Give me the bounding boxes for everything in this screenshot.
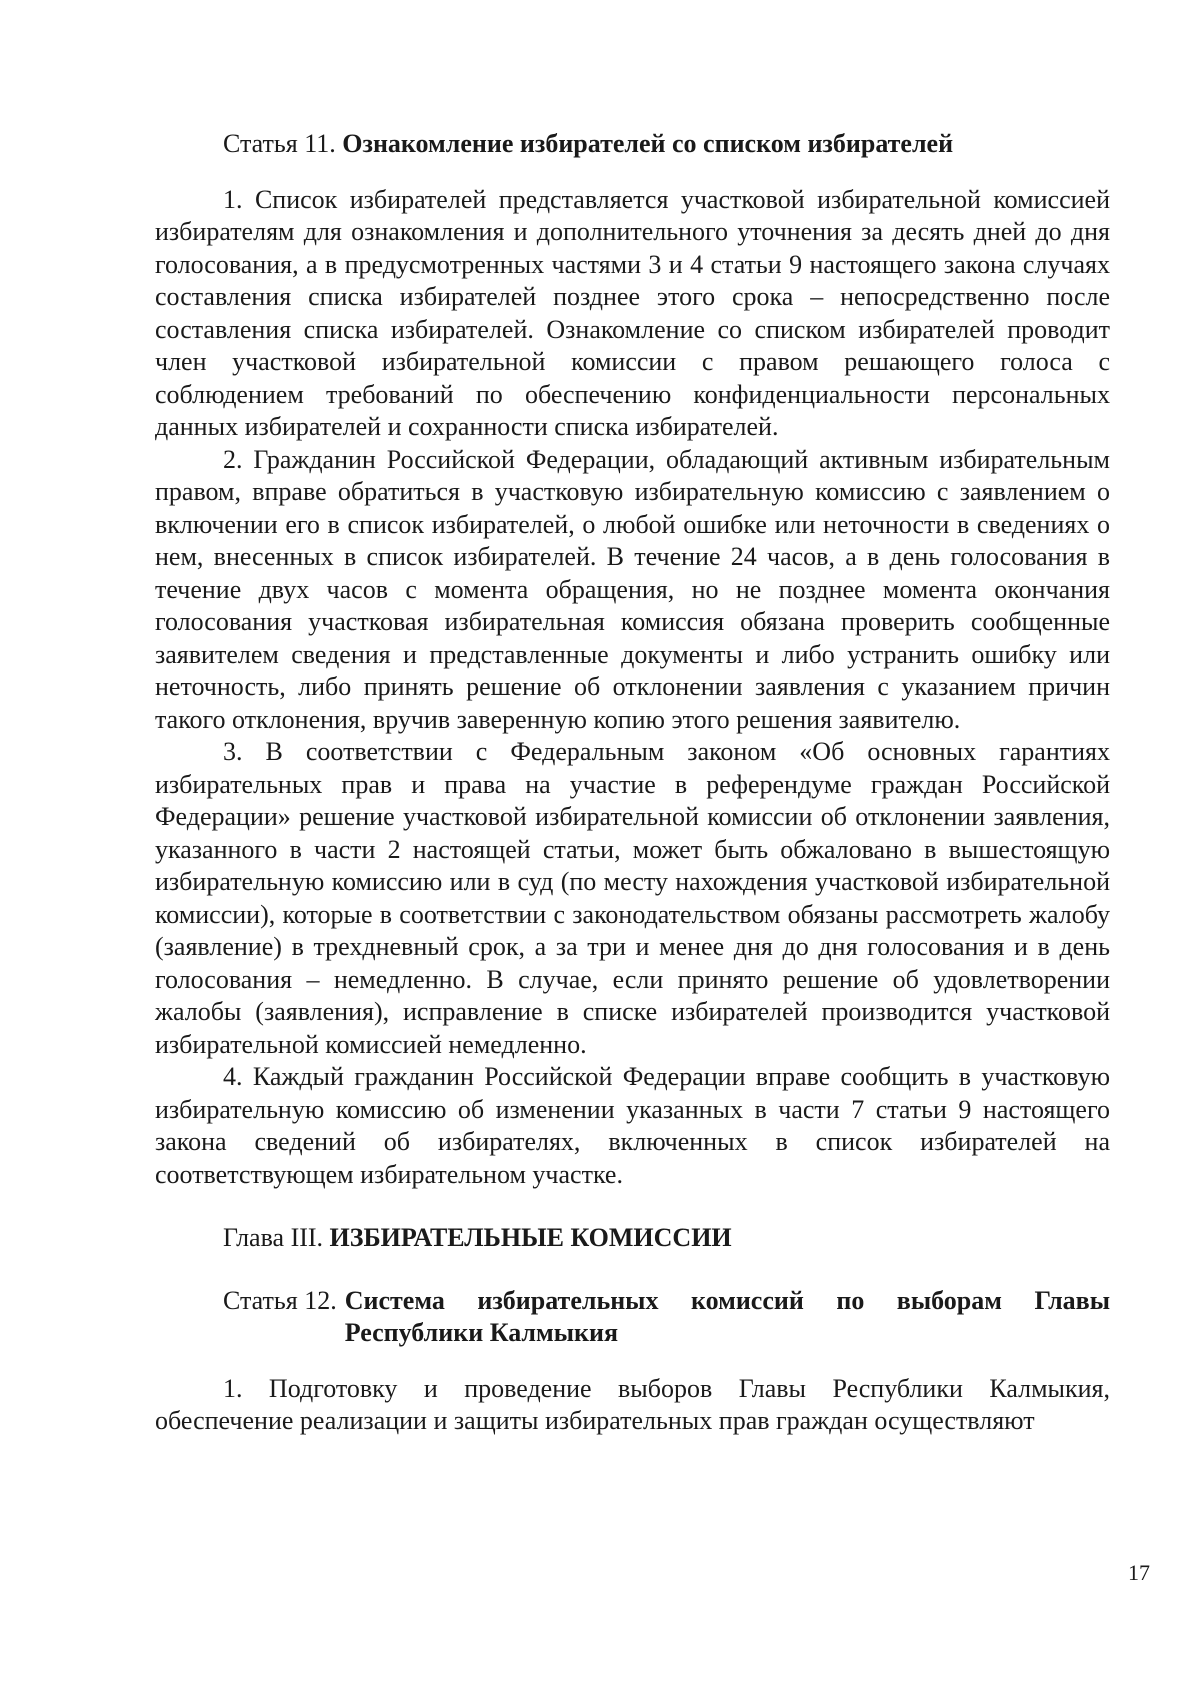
chapter-3-heading	[155, 1222, 1110, 1255]
article-11-heading	[155, 128, 1110, 161]
article-11-title: Ознакомление избирателей со списком избирателей	[342, 129, 954, 158]
article-12-paragraph-1: 1. Подготовку и проведение выборов Главы Республики Калмыкия, обеспечение реализации и защиты избирательных прав граждан осуществляют	[155, 1373, 1110, 1435]
page-number: 17	[1128, 1560, 1150, 1585]
document-page	[155, 128, 1110, 1438]
chapter-3-title: ИЗБИРАТЕЛЬНЫЕ КОМИССИИ	[329, 1223, 732, 1252]
article-11-paragraph-4: 4. Каждый гражданин Российской Федерации вправе сообщить в участковую избирательную комиссию об изменении указанных в части 7 статьи 9 настоящего закона сведений об избирателях, включенных в список избирателей на соответствующем избирательном участке.	[155, 1062, 1110, 1189]
article-11-paragraph-3: 3. В соответствии с Федеральным законом «Об основных гарантиях избирательных прав и права на участие в референдуме граждан Российской Федерации» решение участковой избирательной комиссии об отклонении заявления, указанного в части 2 настоящей статьи, может быть обжаловано в вышестоящую избирательную комиссию или в суд (по месту нахождения участковой избирательной комиссии), которые в соответствии с законодательством обязаны рассмотреть жалобу (заявление) в трехдневный срок, а за три и менее дня до дня голосования и в день голосования – немедленно. В случае, если принято решение об удовлетворении жалобы (заявления), исправление в списке избирателей производится участковой избирательной комиссией немедленно.	[155, 737, 1110, 1059]
chapter-3-label: Глава III.	[223, 1223, 330, 1252]
article-11-label: Статья 11.	[223, 129, 343, 158]
article-12-label: Статья 12.	[223, 1285, 337, 1315]
article-12-title: Система избирательных комиссий по выборам Главы Республики Калмыкия	[344, 1285, 1110, 1347]
article-12-heading	[155, 1285, 1110, 1350]
article-11-paragraph-1: 1. Список избирателей представляется участковой избирательной комиссией избирателям для ознакомления и дополнительного уточнения за десять дней до дня голосования, а в предусмотренных частями 3 и 4 статьи 9 настоящего закона случаях составления списка избирателей позднее этого срока – непосредственно после составления списка избирателей. Ознакомление со списком избирателей проводит член участковой избирательной комиссии с правом решающего голоса с соблюдением требований по обеспечению конфиденциальности персональных данных избирателей и сохранности списка избирателей.	[155, 184, 1110, 441]
article-11-paragraph-2: 2. Гражданин Российской Федерации, обладающий активным избирательным правом, вправе обратиться в участковую избирательную комиссию с заявлением о включении его в список избирателей, о любой ошибке или неточности в сведениях о нем, внесенных в список избирателей. В течение 24 часов, а в день голосования в течение двух часов с момента обращения, но не позднее момента окончания голосования участковая избирательная комиссия обязана проверить сообщенные заявителем сведения и представленные документы и либо устранить ошибку или неточность, либо принять решение об отклонении заявления с указанием причин такого отклонения, вручив заверенную копию этого решения заявителю.	[155, 444, 1110, 734]
